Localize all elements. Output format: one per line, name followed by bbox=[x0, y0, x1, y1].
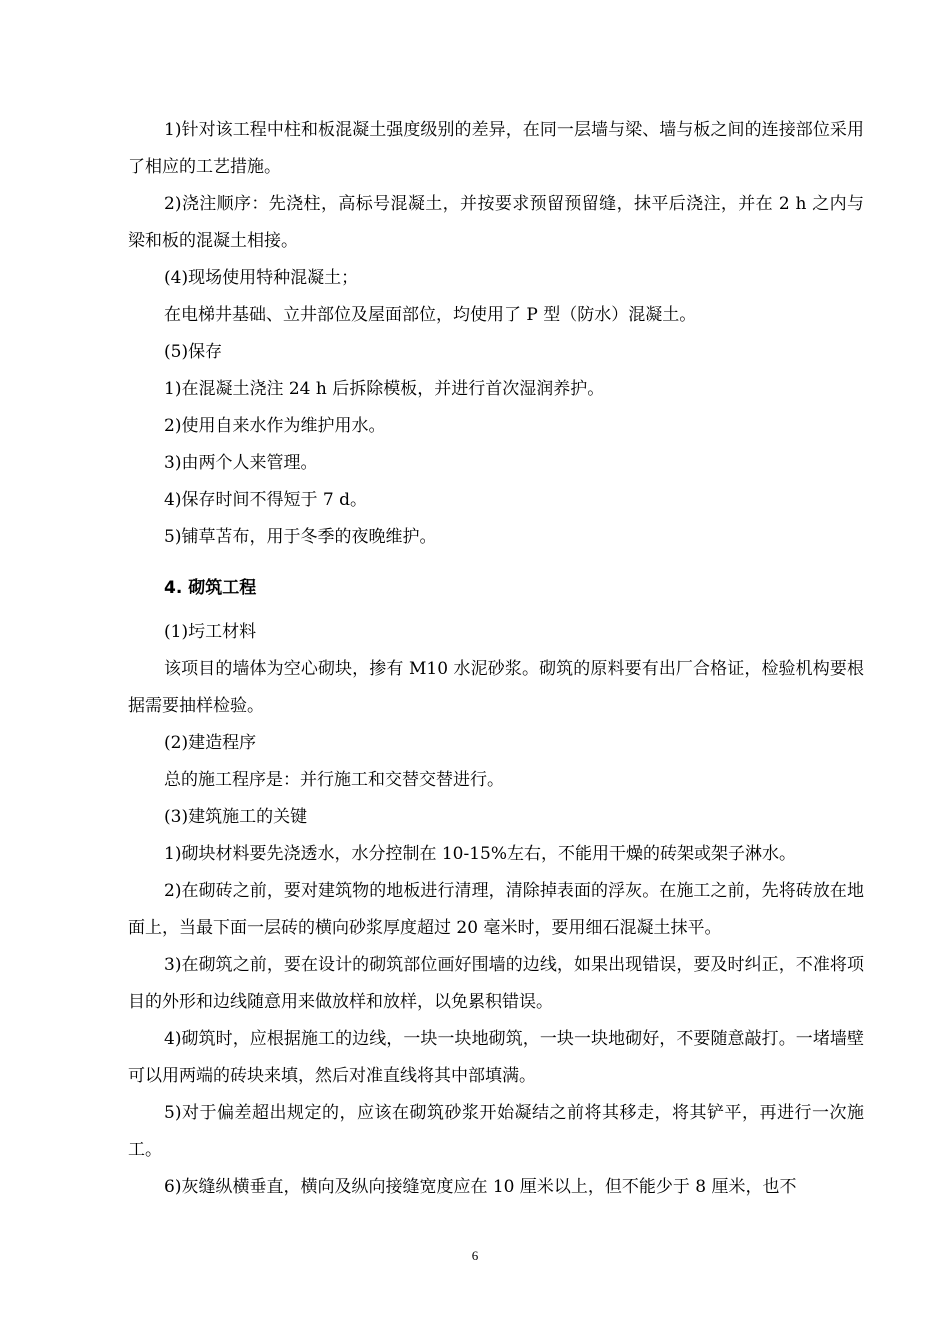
paragraph: 2)使用自来水作为维护用水。 bbox=[164, 416, 386, 436]
paragraph: 1)在混凝土浇注 24 h 后拆除模板，并进行首次湿润养护。 bbox=[164, 379, 605, 399]
paragraph: (2)建造程序 bbox=[164, 733, 257, 753]
paragraph: (4)现场使用特种混凝土； bbox=[164, 268, 359, 288]
paragraph: 3)由两个人来管理。 bbox=[164, 453, 318, 473]
paragraph: 1)砌块材料要先浇透水，水分控制在 10-15%左右，不能用干燥的砖架或架子淋水。 bbox=[164, 844, 797, 864]
paragraph: 2)浇注顺序：先浇柱，高标号混凝土，并按要求预留预留缝，抹平后浇注，并在 2 h 之内与梁和板的混凝土相接。 bbox=[128, 194, 864, 251]
paragraph: 1)针对该工程中柱和板混凝土强度级别的差异，在同一层墙与梁、墙与板之间的连接部位采用了相应的工艺措施。 bbox=[128, 120, 864, 177]
paragraph: 总的施工程序是：并行施工和交替交替进行。 bbox=[164, 770, 504, 790]
paragraph: 6)灰缝纵横垂直，横向及纵向接缝宽度应在 10 厘米以上，但不能少于 8 厘米，也不 bbox=[164, 1177, 797, 1197]
page-body bbox=[128, 112, 864, 1206]
paragraph: 4)保存时间不得短于 7 d。 bbox=[164, 490, 367, 510]
paragraph: 2)在砌砖之前，要对建筑物的地板进行清理，清除掉表面的浮灰。在施工之前，先将砖放在地面上，当最下面一层砖的横向砂浆厚度超过 20 毫米时，要用细石混凝土抹平。 bbox=[128, 881, 864, 938]
paragraph: 3)在砌筑之前，要在设计的砌筑部位画好围墙的边线，如果出现错误，要及时纠正，不准将项目的外形和边线随意用来做放样和放样，以免累积错误。 bbox=[128, 955, 864, 1012]
paragraph: (1)圬工材料 bbox=[164, 622, 257, 642]
paragraph: 5)对于偏差超出规定的，应该在砌筑砂浆开始凝结之前将其移走，将其铲平，再进行一次施工。 bbox=[128, 1103, 864, 1160]
paragraph: (5)保存 bbox=[164, 342, 223, 362]
paragraph: 在电梯井基础、立井部位及屋面部位，均使用了 P 型（防水）混凝土。 bbox=[164, 305, 697, 325]
page-number: 6 bbox=[471, 1248, 479, 1263]
paragraph: 该项目的墙体为空心砌块，掺有 M10 水泥砂浆。砌筑的原料要有出厂合格证，检验机构要根据需要抽样检验。 bbox=[128, 659, 864, 716]
paragraph: 5)铺草苫布，用于冬季的夜晚维护。 bbox=[164, 527, 437, 547]
paragraph: (3)建筑施工的关键 bbox=[164, 807, 308, 827]
paragraph: 4)砌筑时，应根据施工的边线，一块一块地砌筑，一块一块地砌好，不要随意敲打。一堵墙壁可以用两端的砖块来填，然后对准直线将其中部填满。 bbox=[128, 1029, 864, 1086]
section-heading: 4. 砌筑工程 bbox=[164, 578, 257, 598]
